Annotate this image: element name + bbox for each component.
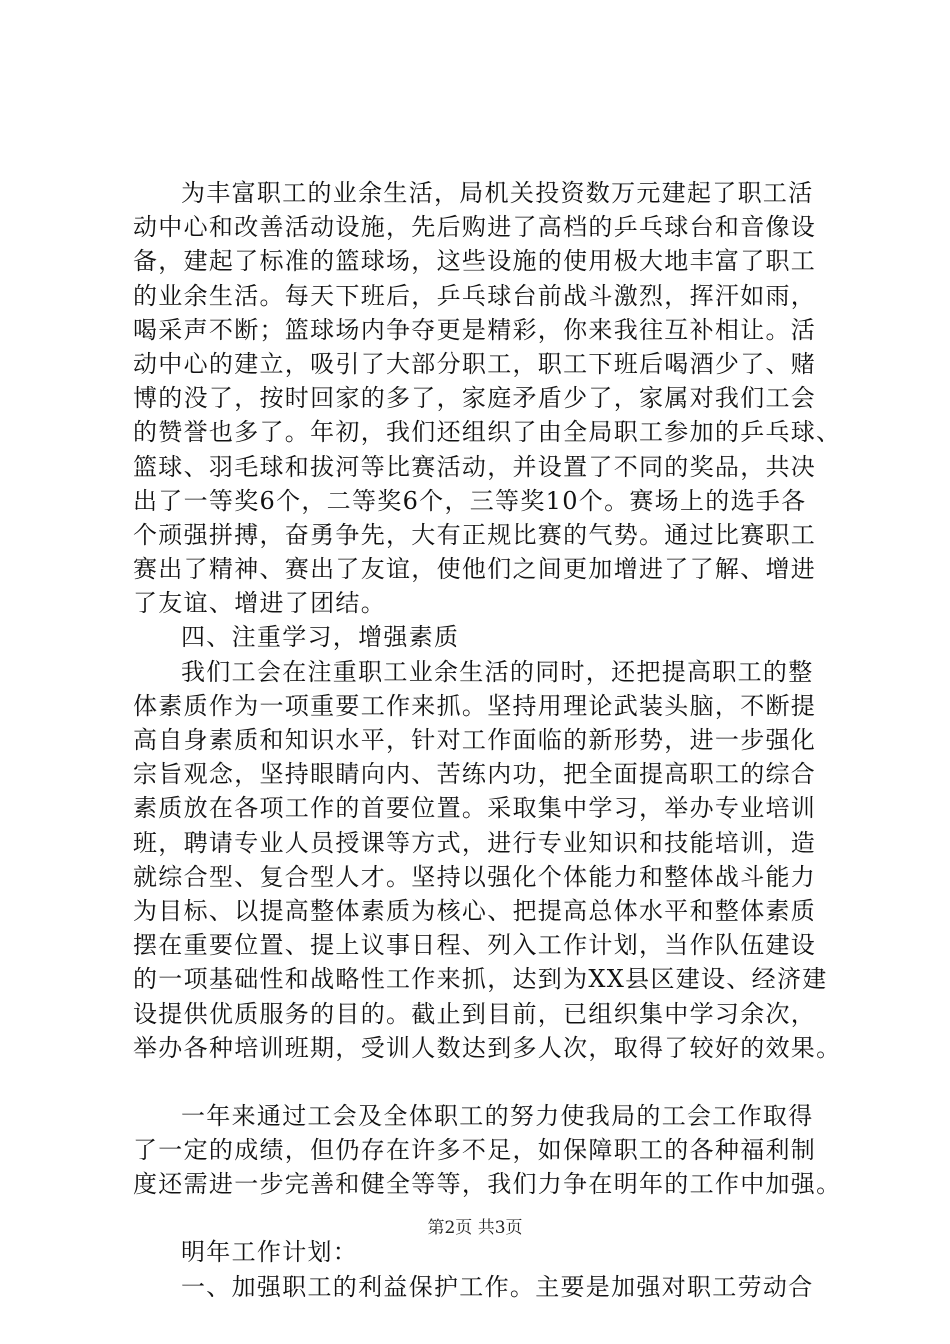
text-line: 的业余生活。每天下班后，乒乓球台前战斗激烈，挥汗如雨， [133,281,817,310]
text-line: 了一定的成绩，但仍存在许多不足，如保障职工的各种福利制 [133,1136,817,1165]
text-line: 素质放在各项工作的首要位置。采取集中学习，举办专业培训 [133,794,817,823]
text-line: 为目标、以提高整体素质为核心、把提高总体水平和整体素质 [133,896,817,925]
text-line: 一年来通过工会及全体职工的努力使我局的工会工作取得 [181,1101,814,1130]
text-line: 喝采声不断；篮球场内争夺更是精彩，你来我往互补相让。活 [133,315,817,344]
section-heading: 四、注重学习，增强素质 [181,623,460,652]
text-line: 我们工会在注重职工业余生活的同时，还把提高职工的整 [181,657,814,686]
text-line: 动中心的建立，吸引了大部分职工，职工下班后喝酒少了、赌 [133,349,817,378]
plan-title: 明年工作计划： [181,1238,359,1267]
text-line: 出了一等奖6个，二等奖6个，三等奖10个。赛场上的选手各 [133,486,807,515]
text-line: 宗旨观念，坚持眼睛向内、苦练内功，把全面提高职工的综合 [133,760,817,789]
text-line: 动中心和改善活动设施，先后购进了高档的乒乓球台和音像设 [133,213,817,242]
paragraph-recreation [133,176,842,620]
text-line: 的一项基础性和战略性工作来抓，达到为XX县区建设、经济建 [133,965,828,994]
text-line: 就综合型、复合型人才。坚持以强化个体能力和整体战斗能力 [133,862,817,891]
page-footer: 第2页 共3页 [427,1218,523,1238]
text-line: 为丰富职工的业余生活，局机关投资数万元建起了职工活 [181,179,814,207]
text-line: 了友谊、增进了团结。 [133,589,386,618]
paragraph-spacer [133,1065,833,1099]
text-line: 的赞誉也多了。年初，我们还组织了由全局职工参加的乒乓球、 [133,418,842,447]
text-line: 班，聘请专业人员授课等方式，进行专业知识和技能培训，造 [133,828,817,857]
text-line: 设提供优质服务的目的。截止到目前，已组织集中学习余次， [133,999,817,1028]
plan-item: 一、加强职工的利益保护工作。主要是加强对职工劳动合 [181,1272,814,1301]
paragraph-summary [133,1099,842,1202]
text-line: 体素质作为一项重要工作来抓。坚持用理论武装头脑，不断提 [133,691,817,720]
text-line: 博的没了，按时回家的多了，家庭矛盾少了，家属对我们工会 [133,384,817,413]
text-line: 赛出了精神、赛出了友谊，使他们之间更加增进了了解、增进 [133,555,817,584]
text-line: 篮球、羽毛球和拔河等比赛活动，并设置了不同的奖品，共决 [133,452,817,481]
text-line: 备，建起了标准的篮球场，这些设施的使用极大地丰富了职工 [133,247,817,276]
text-line: 度还需进一步完善和健全等等，我们力争在明年的工作中加强。 [133,1170,842,1199]
text-line: 摆在重要位置、提上议事日程、列入工作计划，当作队伍建设 [133,931,817,960]
document-body [133,176,842,1304]
paragraph-study [133,655,842,1065]
text-line: 高自身素质和知识水平，针对工作面临的新形势，进一步强化 [133,726,817,754]
text-line: 举办各种培训班期，受训人数达到多人次，取得了较好的效果。 [133,1033,842,1062]
text-line: 个顽强拼搏，奋勇争先，大有正规比赛的气势。通过比赛职工 [133,520,817,549]
